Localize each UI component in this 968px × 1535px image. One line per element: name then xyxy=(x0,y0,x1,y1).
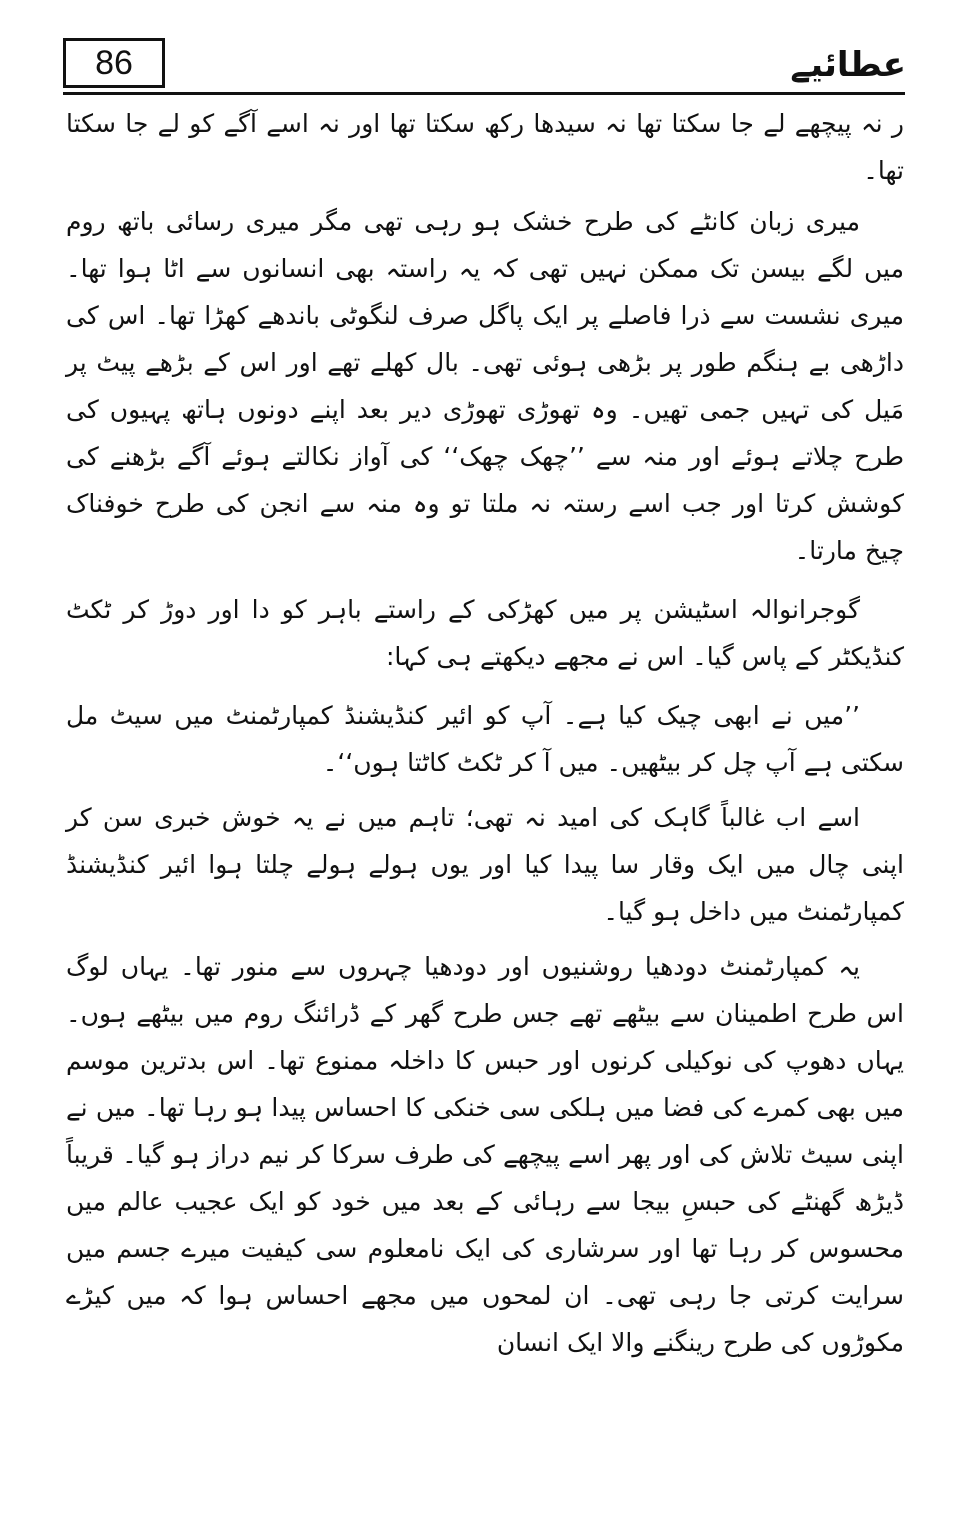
paragraph-continuation: ر نہ پیچھے لے جا سکتا تھا نہ سیدھا رکھ سکتا تھا اور نہ اسے آگے کو لے جا سکتا تھا۔ xyxy=(66,109,904,185)
page-number xyxy=(63,38,165,88)
quoted-paragraph: ’’میں نے ابھی چیک کیا ہے۔ آپ کو ائیر کنڈیشنڈ کمپارٹمنٹ میں سیٹ مل سکتی ہے آپ چل کر بیٹھیں۔ میں آ کر ٹکٹ کاٹتا ہوں‘‘۔ xyxy=(66,701,904,777)
paragraph: گوجرانوالہ اسٹیشن پر میں کھڑکی کے راستے باہر کو دا اور دوڑ کر ٹکٹ کنڈیکٹر کے پاس گیا۔ اس نے مجھے دیکھتے ہی کہا: xyxy=(66,595,904,671)
paragraph: یہ کمپارٹمنٹ دودھیا روشنیوں اور دودھیا چہروں سے منور تھا۔ یہاں لوگ اس طرح اطمینان سے بیٹھے تھے جس طرح گھر کے ڈرائنگ روم میں بیٹھے ہوں۔ یہاں دھوپ کی نوکیلی کرنوں اور حبس کا داخلہ ممنوع تھا۔ اس بدترین موسم میں بھی کمرے کی فضا میں ہلکی سی خنکی کا احساس پیدا ہو رہا تھا۔ میں نے اپنی سیٹ تلاش کی اور پھر اسے پیچھے کی طرف سرکا کر نیم دراز ہو گیا۔ قریباً ڈیڑھ گھنٹے کی حبسِ بیجا سے رہائی کے بعد میں خود کو ایک عجیب عالم میں محسوس کر رہا تھا اور سرشاری کی ایک نامعلوم سی کیفیت میرے جسم میں سرایت کرتی جا رہی تھی۔ ان لمحوں میں مجھے احساس ہوا کہ میں کیڑے مکوڑوں کی طرح رینگنے والا ایک انسان xyxy=(66,952,904,1357)
header-divider xyxy=(63,92,905,95)
running-title: عطائیے xyxy=(790,45,906,85)
page-number-text: 86 xyxy=(95,43,133,82)
paragraph: اسے اب غالباً گاہک کی امید نہ تھی؛ تاہم میں نے یہ خوش خبری سن کر اپنی چال میں ایک وقار سا پیدا کیا اور یوں ہولے ہولے چلتا ہوا ائیر کنڈیشنڈ کمپارٹمنٹ میں داخل ہو گیا۔ xyxy=(66,803,904,926)
body-text xyxy=(66,100,904,1380)
paragraph: میری زبان کانٹے کی طرح خشک ہو رہی تھی مگر میری رسائی باتھ روم میں لگے بیسن تک ممکن نہیں تھی کہ یہ راستہ بھی انسانوں سے اٹا ہوا تھا۔ میری نشست سے ذرا فاصلے پر ایک پاگل صرف لنگوٹی باندھے کھڑا تھا۔ اس کی داڑھی بے ہنگم طور پر بڑھی ہوئی تھی۔ بال کھلے تھے اور اس کے بڑھے پیٹ پر مَیل کی تہیں جمی تھیں۔ وہ تھوڑی تھوڑی دیر بعد اپنے دونوں ہاتھ پہیوں کی طرح چلاتے ہوئے اور منہ سے ’’چھک چھک‘‘ کی آواز نکالتے ہوئے آگے بڑھنے کی کوشش کرتا اور جب اسے رستہ نہ ملتا تو وہ منہ سے انجن کی طرح خوفناک چیخ مارتا۔ xyxy=(66,207,904,565)
